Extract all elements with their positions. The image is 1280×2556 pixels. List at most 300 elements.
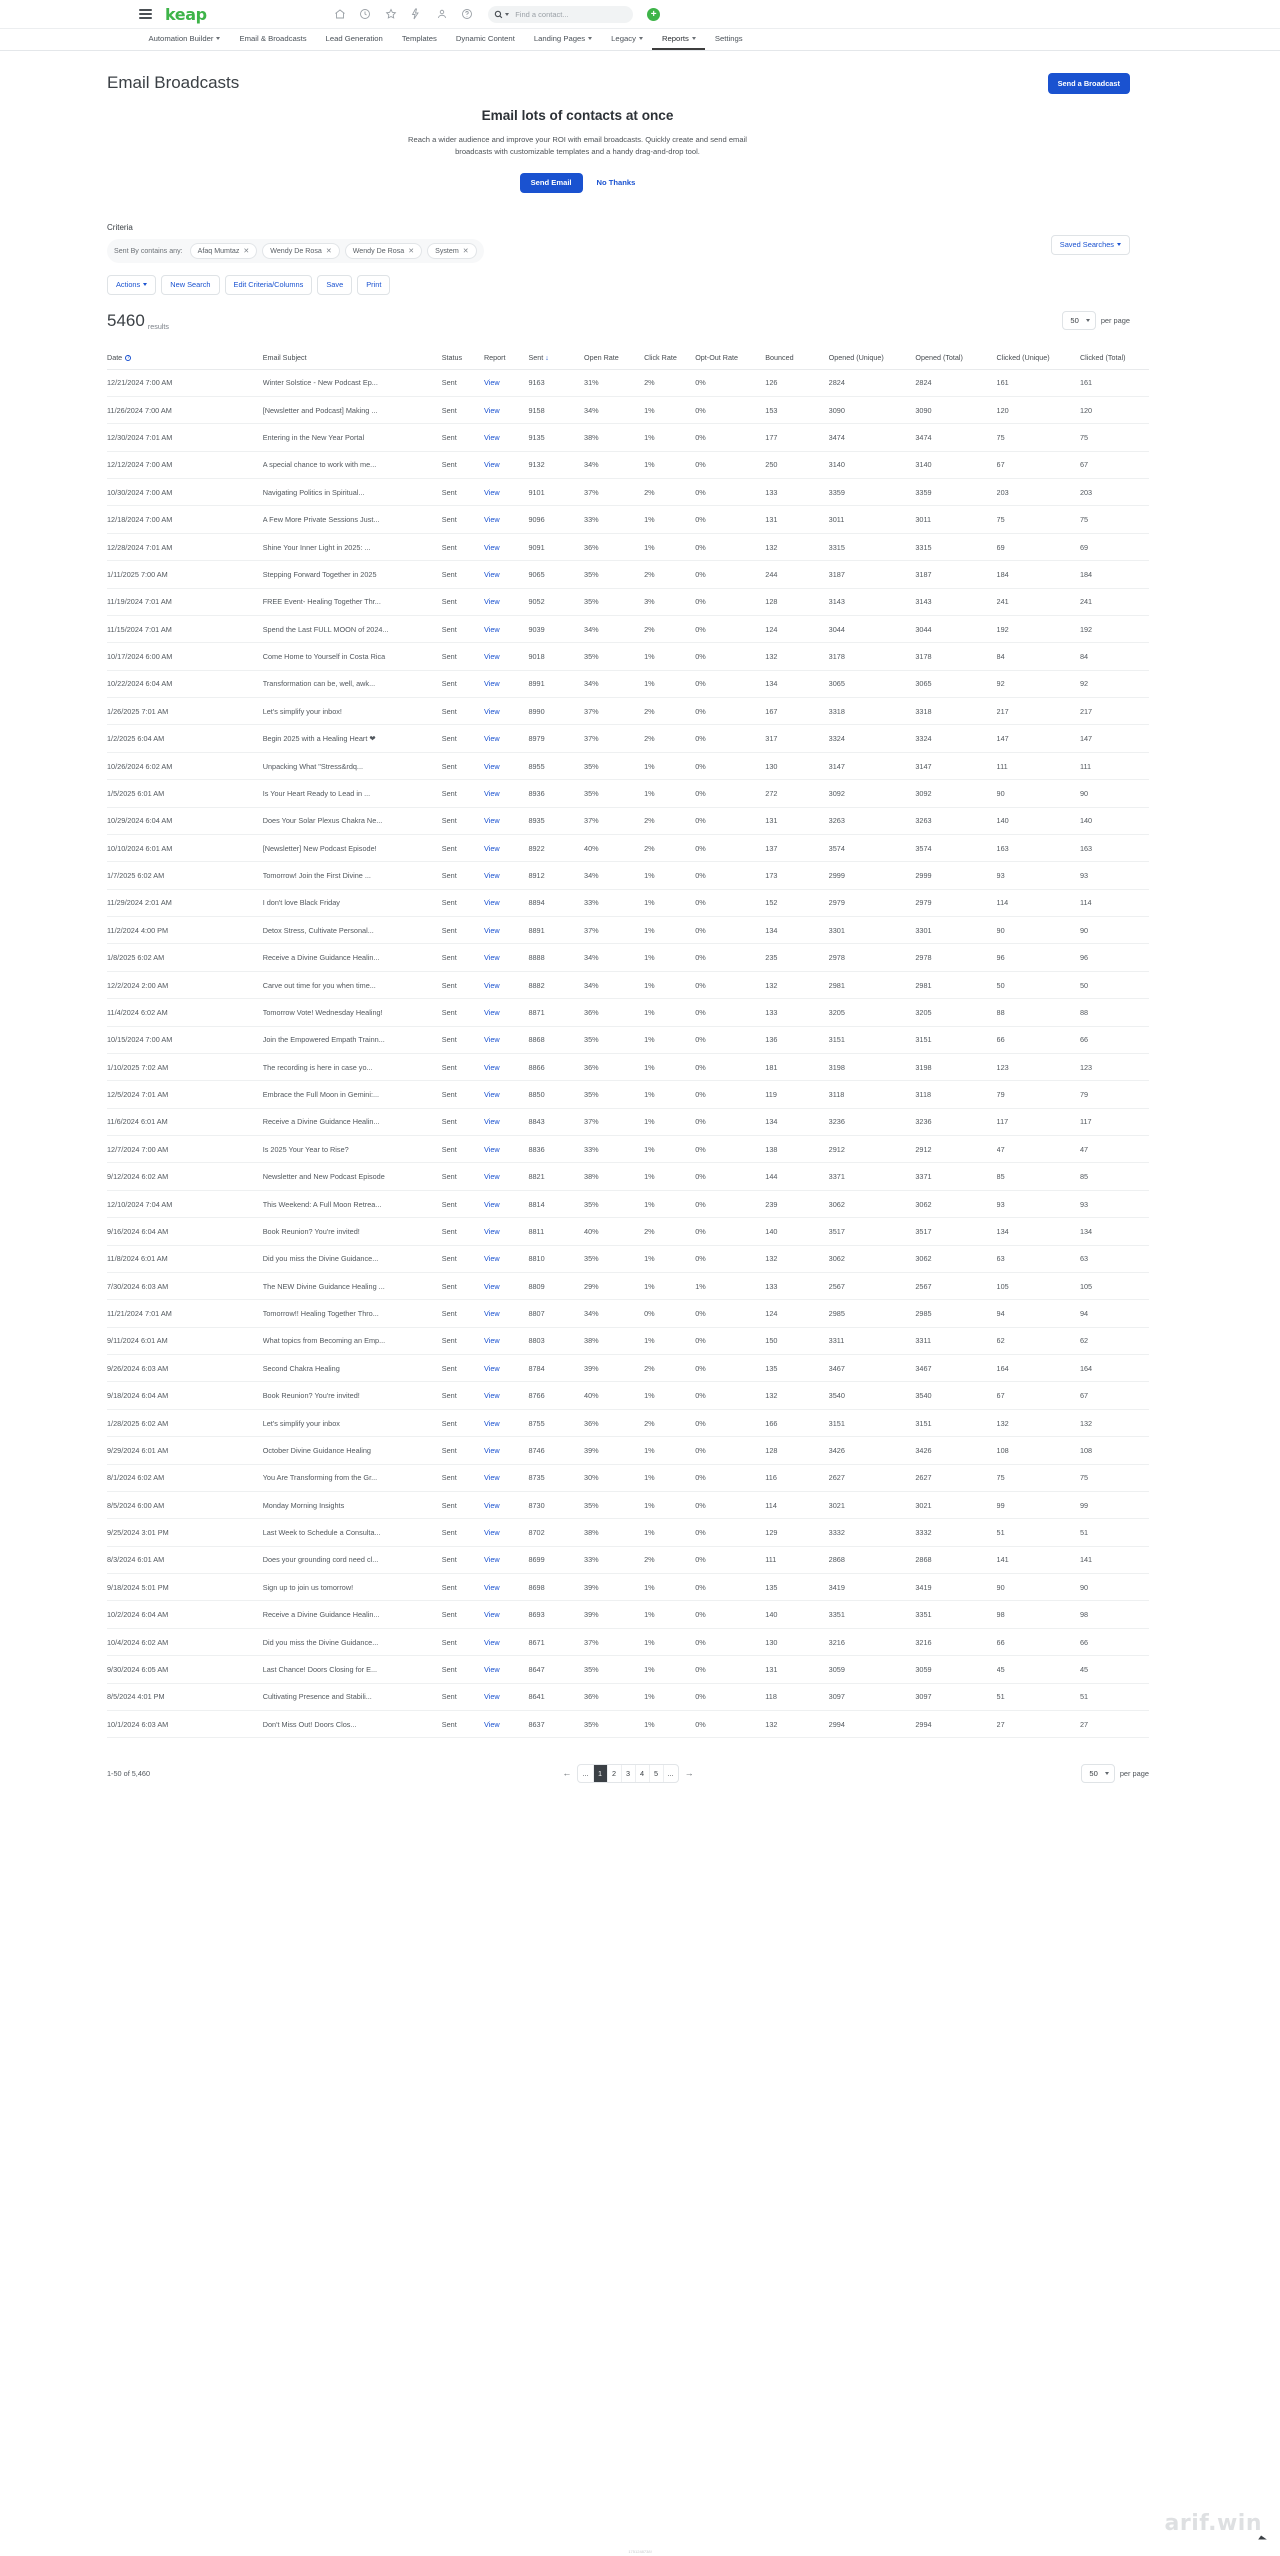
menu-icon[interactable]: [139, 9, 152, 19]
view-report-link[interactable]: View: [483, 1090, 500, 1100]
cell-status: Sent: [442, 1710, 484, 1737]
cell-status: Sent: [442, 1464, 484, 1491]
cell-click-rate: 1%: [644, 1053, 695, 1080]
cell-click-rate: 1%: [644, 424, 695, 451]
help-icon[interactable]: [461, 8, 473, 20]
table-row[interactable]: [107, 424, 1149, 451]
cell-report[interactable]: [484, 1656, 528, 1683]
view-report-link[interactable]: View: [483, 706, 500, 716]
cell-report[interactable]: [484, 752, 528, 779]
col-click-rate[interactable]: Click Rate: [644, 347, 695, 370]
table-row[interactable]: [107, 588, 1149, 615]
cell-report[interactable]: [484, 1136, 528, 1163]
criteria-chip[interactable]: [262, 243, 339, 259]
view-report-link[interactable]: View: [483, 624, 500, 634]
cell-status: Sent: [442, 1491, 484, 1518]
view-report-link[interactable]: View: [483, 925, 500, 935]
cell-report[interactable]: [484, 917, 528, 944]
cell-clicked-total: 94: [1080, 1300, 1149, 1327]
table-row[interactable]: [107, 1163, 1149, 1190]
edit-criteria-columns-button[interactable]: [225, 275, 313, 295]
col-open-rate[interactable]: Open Rate: [584, 347, 644, 370]
person-icon[interactable]: [436, 8, 448, 20]
cell-opt-out-rate: 0%: [695, 1382, 765, 1409]
view-report-link[interactable]: View: [483, 487, 500, 497]
cell-clicked-total: 66: [1080, 1026, 1149, 1053]
page-number-1[interactable]: 1: [594, 1765, 608, 1782]
col-opened-total[interactable]: Opened (Total): [915, 347, 996, 370]
cell-bounced: 111: [765, 1546, 828, 1573]
view-report-link[interactable]: View: [483, 1254, 500, 1264]
view-report-link[interactable]: View: [483, 515, 500, 525]
cell-report[interactable]: [484, 1437, 528, 1464]
cell-report[interactable]: [484, 725, 528, 752]
chevron-down-icon: [1105, 1772, 1109, 1775]
cell-report[interactable]: [484, 1574, 528, 1601]
col-opt-out-rate[interactable]: Opt-Out Rate: [695, 347, 765, 370]
cell-status: Sent: [442, 1437, 484, 1464]
view-report-link[interactable]: View: [483, 405, 500, 415]
search-placeholder: Find a contact...: [515, 9, 569, 19]
cell-report[interactable]: [484, 533, 528, 560]
cell-opt-out-rate: 0%: [695, 1245, 765, 1272]
table-row[interactable]: [107, 396, 1149, 423]
view-report-link[interactable]: View: [483, 1035, 500, 1045]
table-row[interactable]: [107, 1628, 1149, 1655]
table-row[interactable]: [107, 1574, 1149, 1601]
page-number-2[interactable]: 2: [608, 1765, 622, 1782]
cell-opened-unique: 3351: [829, 1601, 916, 1628]
col-bounced[interactable]: Bounced: [765, 347, 828, 370]
cell-open-rate: 35%: [584, 1081, 644, 1108]
close-icon[interactable]: ✕: [408, 247, 415, 255]
nav-item-templates[interactable]: [392, 28, 446, 50]
view-report-link[interactable]: View: [483, 1363, 500, 1373]
send-broadcast-button[interactable]: Send a Broadcast: [1048, 73, 1130, 94]
saved-searches-button[interactable]: [1051, 235, 1130, 255]
col-clicked-unique[interactable]: Clicked (Unique): [997, 347, 1080, 370]
view-report-link[interactable]: View: [483, 843, 500, 853]
view-report-link[interactable]: View: [483, 761, 500, 771]
col-date[interactable]: Date ?: [107, 347, 263, 370]
cell-opened-unique: 3178: [829, 643, 916, 670]
cell-report[interactable]: [484, 670, 528, 697]
col-sent[interactable]: Sent ↓: [528, 347, 584, 370]
cell-report[interactable]: [484, 971, 528, 998]
cell-sent: 8693: [528, 1601, 584, 1628]
cell-open-rate: 38%: [584, 1163, 644, 1190]
nav-item-automation-builder[interactable]: [139, 28, 230, 50]
cell-clicked-total: 92: [1080, 670, 1149, 697]
page-number-3[interactable]: 3: [622, 1765, 636, 1782]
table-row[interactable]: [107, 889, 1149, 916]
nav-item-lead-generation[interactable]: [316, 28, 392, 50]
home-icon[interactable]: [334, 8, 346, 20]
cell-report[interactable]: [484, 396, 528, 423]
table-row[interactable]: [107, 1327, 1149, 1354]
cell-report[interactable]: [484, 1026, 528, 1053]
table-row[interactable]: [107, 862, 1149, 889]
table-row[interactable]: [107, 999, 1149, 1026]
nav-item-dynamic-content[interactable]: [446, 28, 524, 50]
table-row[interactable]: [107, 971, 1149, 998]
cell-opened-total: 2994: [915, 1710, 996, 1737]
cell-clicked-total: 164: [1080, 1355, 1149, 1382]
view-report-link[interactable]: View: [483, 1117, 500, 1127]
cell-report[interactable]: [484, 1382, 528, 1409]
next-page-arrow[interactable]: →: [684, 1768, 694, 1779]
table-row[interactable]: [107, 615, 1149, 642]
view-report-link[interactable]: View: [483, 953, 500, 963]
cell-report[interactable]: [484, 479, 528, 506]
table-row[interactable]: [107, 506, 1149, 533]
cell-opt-out-rate: 0%: [695, 1081, 765, 1108]
cell-opt-out-rate: 0%: [695, 396, 765, 423]
table-row[interactable]: [107, 780, 1149, 807]
page-number-4[interactable]: 4: [636, 1765, 650, 1782]
close-icon[interactable]: ✕: [243, 247, 250, 255]
close-icon[interactable]: ✕: [325, 247, 332, 255]
cell-clicked-unique: 67: [997, 451, 1080, 478]
table-row[interactable]: [107, 643, 1149, 670]
view-report-link[interactable]: View: [483, 1418, 500, 1428]
cell-date: 8/5/2024 4:01 PM: [107, 1683, 263, 1710]
view-report-link[interactable]: View: [483, 1692, 500, 1702]
view-report-link[interactable]: View: [483, 1500, 500, 1510]
cell-report[interactable]: [484, 506, 528, 533]
view-report-link[interactable]: View: [483, 1719, 500, 1729]
table-row[interactable]: [107, 1108, 1149, 1135]
cell-opt-out-rate: 0%: [695, 369, 765, 396]
cell-report[interactable]: [484, 862, 528, 889]
view-report-link[interactable]: View: [483, 1226, 500, 1236]
table-row[interactable]: [107, 1245, 1149, 1272]
star-icon[interactable]: [385, 8, 397, 20]
cell-sent: 9018: [528, 643, 584, 670]
cell-sent: 8843: [528, 1108, 584, 1135]
cell-report[interactable]: [484, 451, 528, 478]
cell-report[interactable]: [484, 615, 528, 642]
page-ellipsis[interactable]: ...: [578, 1765, 593, 1782]
promo-banner: [107, 108, 1280, 193]
view-report-link[interactable]: View: [483, 1172, 500, 1182]
cell-report[interactable]: [484, 1409, 528, 1436]
cell-open-rate: 39%: [584, 1355, 644, 1382]
col-clicked-total[interactable]: Clicked (Total): [1080, 347, 1149, 370]
cell-report[interactable]: [484, 1108, 528, 1135]
view-report-link[interactable]: View: [483, 816, 500, 826]
cell-email-subject: Spend the Last FULL MOON of 2024...: [263, 615, 442, 642]
view-report-link[interactable]: View: [483, 898, 500, 908]
cell-report[interactable]: [484, 1519, 528, 1546]
help-icon[interactable]: ?: [126, 354, 130, 361]
cell-opt-out-rate: 0%: [695, 917, 765, 944]
view-report-link[interactable]: View: [483, 788, 500, 798]
table-row[interactable]: [107, 1519, 1149, 1546]
nav-item-landing-pages[interactable]: [524, 28, 601, 50]
table-row[interactable]: [107, 1190, 1149, 1217]
top-bar: [0, 0, 1280, 29]
keap-logo[interactable]: keap: [165, 4, 207, 24]
view-report-link[interactable]: View: [483, 1281, 500, 1291]
table-row[interactable]: [107, 1710, 1149, 1737]
table-row[interactable]: [107, 1409, 1149, 1436]
cell-opened-total: 3517: [915, 1218, 996, 1245]
view-report-link[interactable]: View: [483, 1062, 500, 1072]
table-row[interactable]: [107, 1053, 1149, 1080]
cell-clicked-total: 98: [1080, 1601, 1149, 1628]
page-number-list: [577, 1764, 678, 1783]
new-search-button[interactable]: [161, 275, 219, 295]
cell-opened-unique: 3419: [829, 1574, 916, 1601]
cell-opened-unique: 3371: [829, 1163, 916, 1190]
cell-click-rate: 1%: [644, 1464, 695, 1491]
cell-opened-total: 3090: [915, 396, 996, 423]
table-row[interactable]: [107, 1546, 1149, 1573]
cell-status: Sent: [442, 1382, 484, 1409]
cell-report[interactable]: [484, 807, 528, 834]
table-row[interactable]: [107, 1656, 1149, 1683]
cell-bounced: 150: [765, 1327, 828, 1354]
view-report-link[interactable]: View: [483, 734, 500, 744]
mouse-cursor: [1258, 2535, 1267, 2543]
cell-opened-total: 3359: [915, 479, 996, 506]
per-page-select-top[interactable]: [1062, 311, 1095, 330]
criteria-chips: [107, 239, 484, 263]
cell-clicked-total: 67: [1080, 1382, 1149, 1409]
nav-item-legacy[interactable]: [602, 28, 653, 50]
save-button[interactable]: [317, 275, 352, 295]
cell-click-rate: 1%: [644, 1327, 695, 1354]
cell-click-rate: 1%: [644, 1136, 695, 1163]
cell-report[interactable]: [484, 588, 528, 615]
page-number-5[interactable]: 5: [650, 1765, 664, 1782]
col-status[interactable]: Status: [442, 347, 484, 370]
cell-clicked-unique: 69: [997, 533, 1080, 560]
table-row[interactable]: [107, 1136, 1149, 1163]
sort-desc-icon: ↓: [545, 354, 549, 362]
cell-bounced: 144: [765, 1163, 828, 1190]
cell-report[interactable]: [484, 944, 528, 971]
table-row[interactable]: [107, 1355, 1149, 1382]
cell-report[interactable]: [484, 424, 528, 451]
table-row[interactable]: [107, 917, 1149, 944]
clock-icon[interactable]: [359, 8, 371, 20]
cell-report[interactable]: [484, 1327, 528, 1354]
view-report-link[interactable]: View: [483, 542, 500, 552]
cell-report[interactable]: [484, 1628, 528, 1655]
cell-opened-total: 3143: [915, 588, 996, 615]
view-report-link[interactable]: View: [483, 597, 500, 607]
cell-opened-total: 3236: [915, 1108, 996, 1135]
cell-bounced: 130: [765, 1628, 828, 1655]
view-report-link[interactable]: View: [483, 1664, 500, 1674]
table-row[interactable]: [107, 807, 1149, 834]
view-report-link[interactable]: View: [483, 652, 500, 662]
global-search[interactable]: [488, 6, 633, 23]
cell-clicked-total: 111: [1080, 752, 1149, 779]
table-row[interactable]: [107, 1081, 1149, 1108]
cell-clicked-total: 69: [1080, 533, 1149, 560]
cell-clicked-unique: 47: [997, 1136, 1080, 1163]
cell-report[interactable]: [484, 780, 528, 807]
table-row[interactable]: [107, 1491, 1149, 1518]
lightning-icon[interactable]: [410, 8, 422, 20]
no-thanks-link[interactable]: No Thanks: [596, 178, 636, 188]
cell-opened-total: 2912: [915, 1136, 996, 1163]
cell-report[interactable]: [484, 1190, 528, 1217]
cell-open-rate: 40%: [584, 1382, 644, 1409]
cell-date: 11/15/2024 7:01 AM: [107, 615, 263, 642]
cell-bounced: 134: [765, 1108, 828, 1135]
cell-report[interactable]: [484, 1218, 528, 1245]
cell-report[interactable]: [484, 889, 528, 916]
view-report-link[interactable]: View: [483, 378, 500, 388]
cell-clicked-total: 147: [1080, 725, 1149, 752]
col-opened-unique[interactable]: Opened (Unique): [829, 347, 916, 370]
per-page-value: 50: [1089, 1768, 1098, 1778]
cell-open-rate: 38%: [584, 1519, 644, 1546]
cell-date: 9/25/2024 3:01 PM: [107, 1519, 263, 1546]
per-page-control-bottom: [1081, 1764, 1149, 1783]
cell-report[interactable]: [484, 643, 528, 670]
table-row[interactable]: [107, 1683, 1149, 1710]
view-report-link[interactable]: View: [483, 1336, 500, 1346]
nav-item-reports[interactable]: [652, 28, 705, 50]
chip-label: System: [435, 246, 459, 255]
cell-email-subject: Does Your Solar Plexus Chakra Ne...: [263, 807, 442, 834]
table-row[interactable]: [107, 698, 1149, 725]
cell-opened-unique: 2567: [829, 1272, 916, 1299]
cell-opened-unique: 2999: [829, 862, 916, 889]
print-button[interactable]: [357, 275, 390, 295]
table-row[interactable]: [107, 834, 1149, 861]
cell-report[interactable]: [484, 1245, 528, 1272]
table-row[interactable]: [107, 1218, 1149, 1245]
criteria-chip[interactable]: [345, 243, 422, 259]
cell-open-rate: 38%: [584, 424, 644, 451]
view-report-link[interactable]: View: [483, 1445, 500, 1455]
per-page-select-bottom[interactable]: [1081, 1764, 1114, 1783]
col-report[interactable]: Report: [484, 347, 528, 370]
cell-report[interactable]: [484, 1053, 528, 1080]
table-row[interactable]: [107, 533, 1149, 560]
cell-date: 10/1/2024 6:03 AM: [107, 1710, 263, 1737]
cell-report[interactable]: [484, 561, 528, 588]
nav-item-email-broadcasts[interactable]: [230, 28, 316, 50]
cell-date: 11/29/2024 2:01 AM: [107, 889, 263, 916]
cell-report[interactable]: [484, 1683, 528, 1710]
criteria-chip[interactable]: [427, 243, 477, 259]
add-button[interactable]: +: [647, 8, 660, 21]
cell-report[interactable]: [484, 1355, 528, 1382]
chevron-down-icon[interactable]: [505, 13, 509, 16]
cell-opened-unique: 3147: [829, 752, 916, 779]
table-row[interactable]: [107, 1026, 1149, 1053]
view-report-link[interactable]: View: [483, 980, 500, 990]
cell-open-rate: 35%: [584, 780, 644, 807]
cell-report[interactable]: [484, 1491, 528, 1518]
view-report-link[interactable]: View: [483, 1391, 500, 1401]
table-row[interactable]: [107, 1382, 1149, 1409]
col-email-subject[interactable]: Email Subject: [263, 347, 442, 370]
prev-page-arrow[interactable]: ←: [562, 1768, 572, 1779]
cell-report[interactable]: [484, 999, 528, 1026]
view-report-link[interactable]: View: [483, 679, 500, 689]
cell-report[interactable]: [484, 1546, 528, 1573]
cell-clicked-unique: 93: [997, 1190, 1080, 1217]
table-row[interactable]: [107, 1601, 1149, 1628]
actions-button[interactable]: [107, 275, 156, 295]
send-email-button[interactable]: Send Email: [520, 173, 583, 193]
table-row[interactable]: [107, 725, 1149, 752]
cell-clicked-total: 66: [1080, 1628, 1149, 1655]
cell-report[interactable]: [484, 1272, 528, 1299]
close-icon[interactable]: ✕: [462, 247, 469, 255]
cell-report[interactable]: [484, 1464, 528, 1491]
table-row[interactable]: [107, 561, 1149, 588]
nav-item-settings[interactable]: [705, 28, 752, 50]
cell-email-subject: What topics from Becoming an Emp...: [263, 1327, 442, 1354]
cell-report[interactable]: [484, 1710, 528, 1737]
view-report-link[interactable]: View: [483, 460, 500, 470]
view-report-link[interactable]: View: [483, 1582, 500, 1592]
view-report-link[interactable]: View: [483, 1007, 500, 1017]
view-report-link[interactable]: View: [483, 1637, 500, 1647]
view-report-link[interactable]: View: [483, 433, 500, 443]
search-icon: [494, 10, 503, 19]
cell-open-rate: 40%: [584, 834, 644, 861]
criteria-chip[interactable]: [190, 243, 258, 259]
table-row[interactable]: [107, 1300, 1149, 1327]
cell-report[interactable]: [484, 834, 528, 861]
table-row[interactable]: [107, 451, 1149, 478]
cell-clicked-total: 217: [1080, 698, 1149, 725]
cell-opt-out-rate: 0%: [695, 1409, 765, 1436]
cell-report[interactable]: [484, 1601, 528, 1628]
table-row[interactable]: [107, 752, 1149, 779]
view-report-link[interactable]: View: [483, 1199, 500, 1209]
cell-report[interactable]: [484, 1163, 528, 1190]
cell-email-subject: Come Home to Yourself in Costa Rica: [263, 643, 442, 670]
view-report-link[interactable]: View: [483, 1144, 500, 1154]
view-report-link[interactable]: View: [483, 1555, 500, 1565]
table-row[interactable]: [107, 944, 1149, 971]
view-report-link[interactable]: View: [483, 1528, 500, 1538]
view-report-link[interactable]: View: [483, 1473, 500, 1483]
cell-report[interactable]: [484, 369, 528, 396]
view-report-link[interactable]: View: [483, 871, 500, 881]
page-ellipsis[interactable]: ...: [667, 1768, 674, 1778]
view-report-link[interactable]: View: [483, 1309, 500, 1319]
table-row[interactable]: [107, 369, 1149, 396]
cell-opened-total: 3263: [915, 807, 996, 834]
table-row[interactable]: [107, 479, 1149, 506]
table-row[interactable]: [107, 670, 1149, 697]
cell-clicked-unique: 123: [997, 1053, 1080, 1080]
view-report-link[interactable]: View: [483, 569, 500, 579]
cell-opened-total: 3187: [915, 561, 996, 588]
cell-report[interactable]: [484, 1081, 528, 1108]
cell-report[interactable]: [484, 698, 528, 725]
table-row[interactable]: [107, 1464, 1149, 1491]
view-report-link[interactable]: View: [483, 1610, 500, 1620]
cell-email-subject: Receive a Divine Guidance Healin...: [263, 1108, 442, 1135]
table-row[interactable]: [107, 1272, 1149, 1299]
cell-report[interactable]: [484, 1300, 528, 1327]
table-row[interactable]: [107, 1437, 1149, 1464]
cell-clicked-unique: 66: [997, 1026, 1080, 1053]
